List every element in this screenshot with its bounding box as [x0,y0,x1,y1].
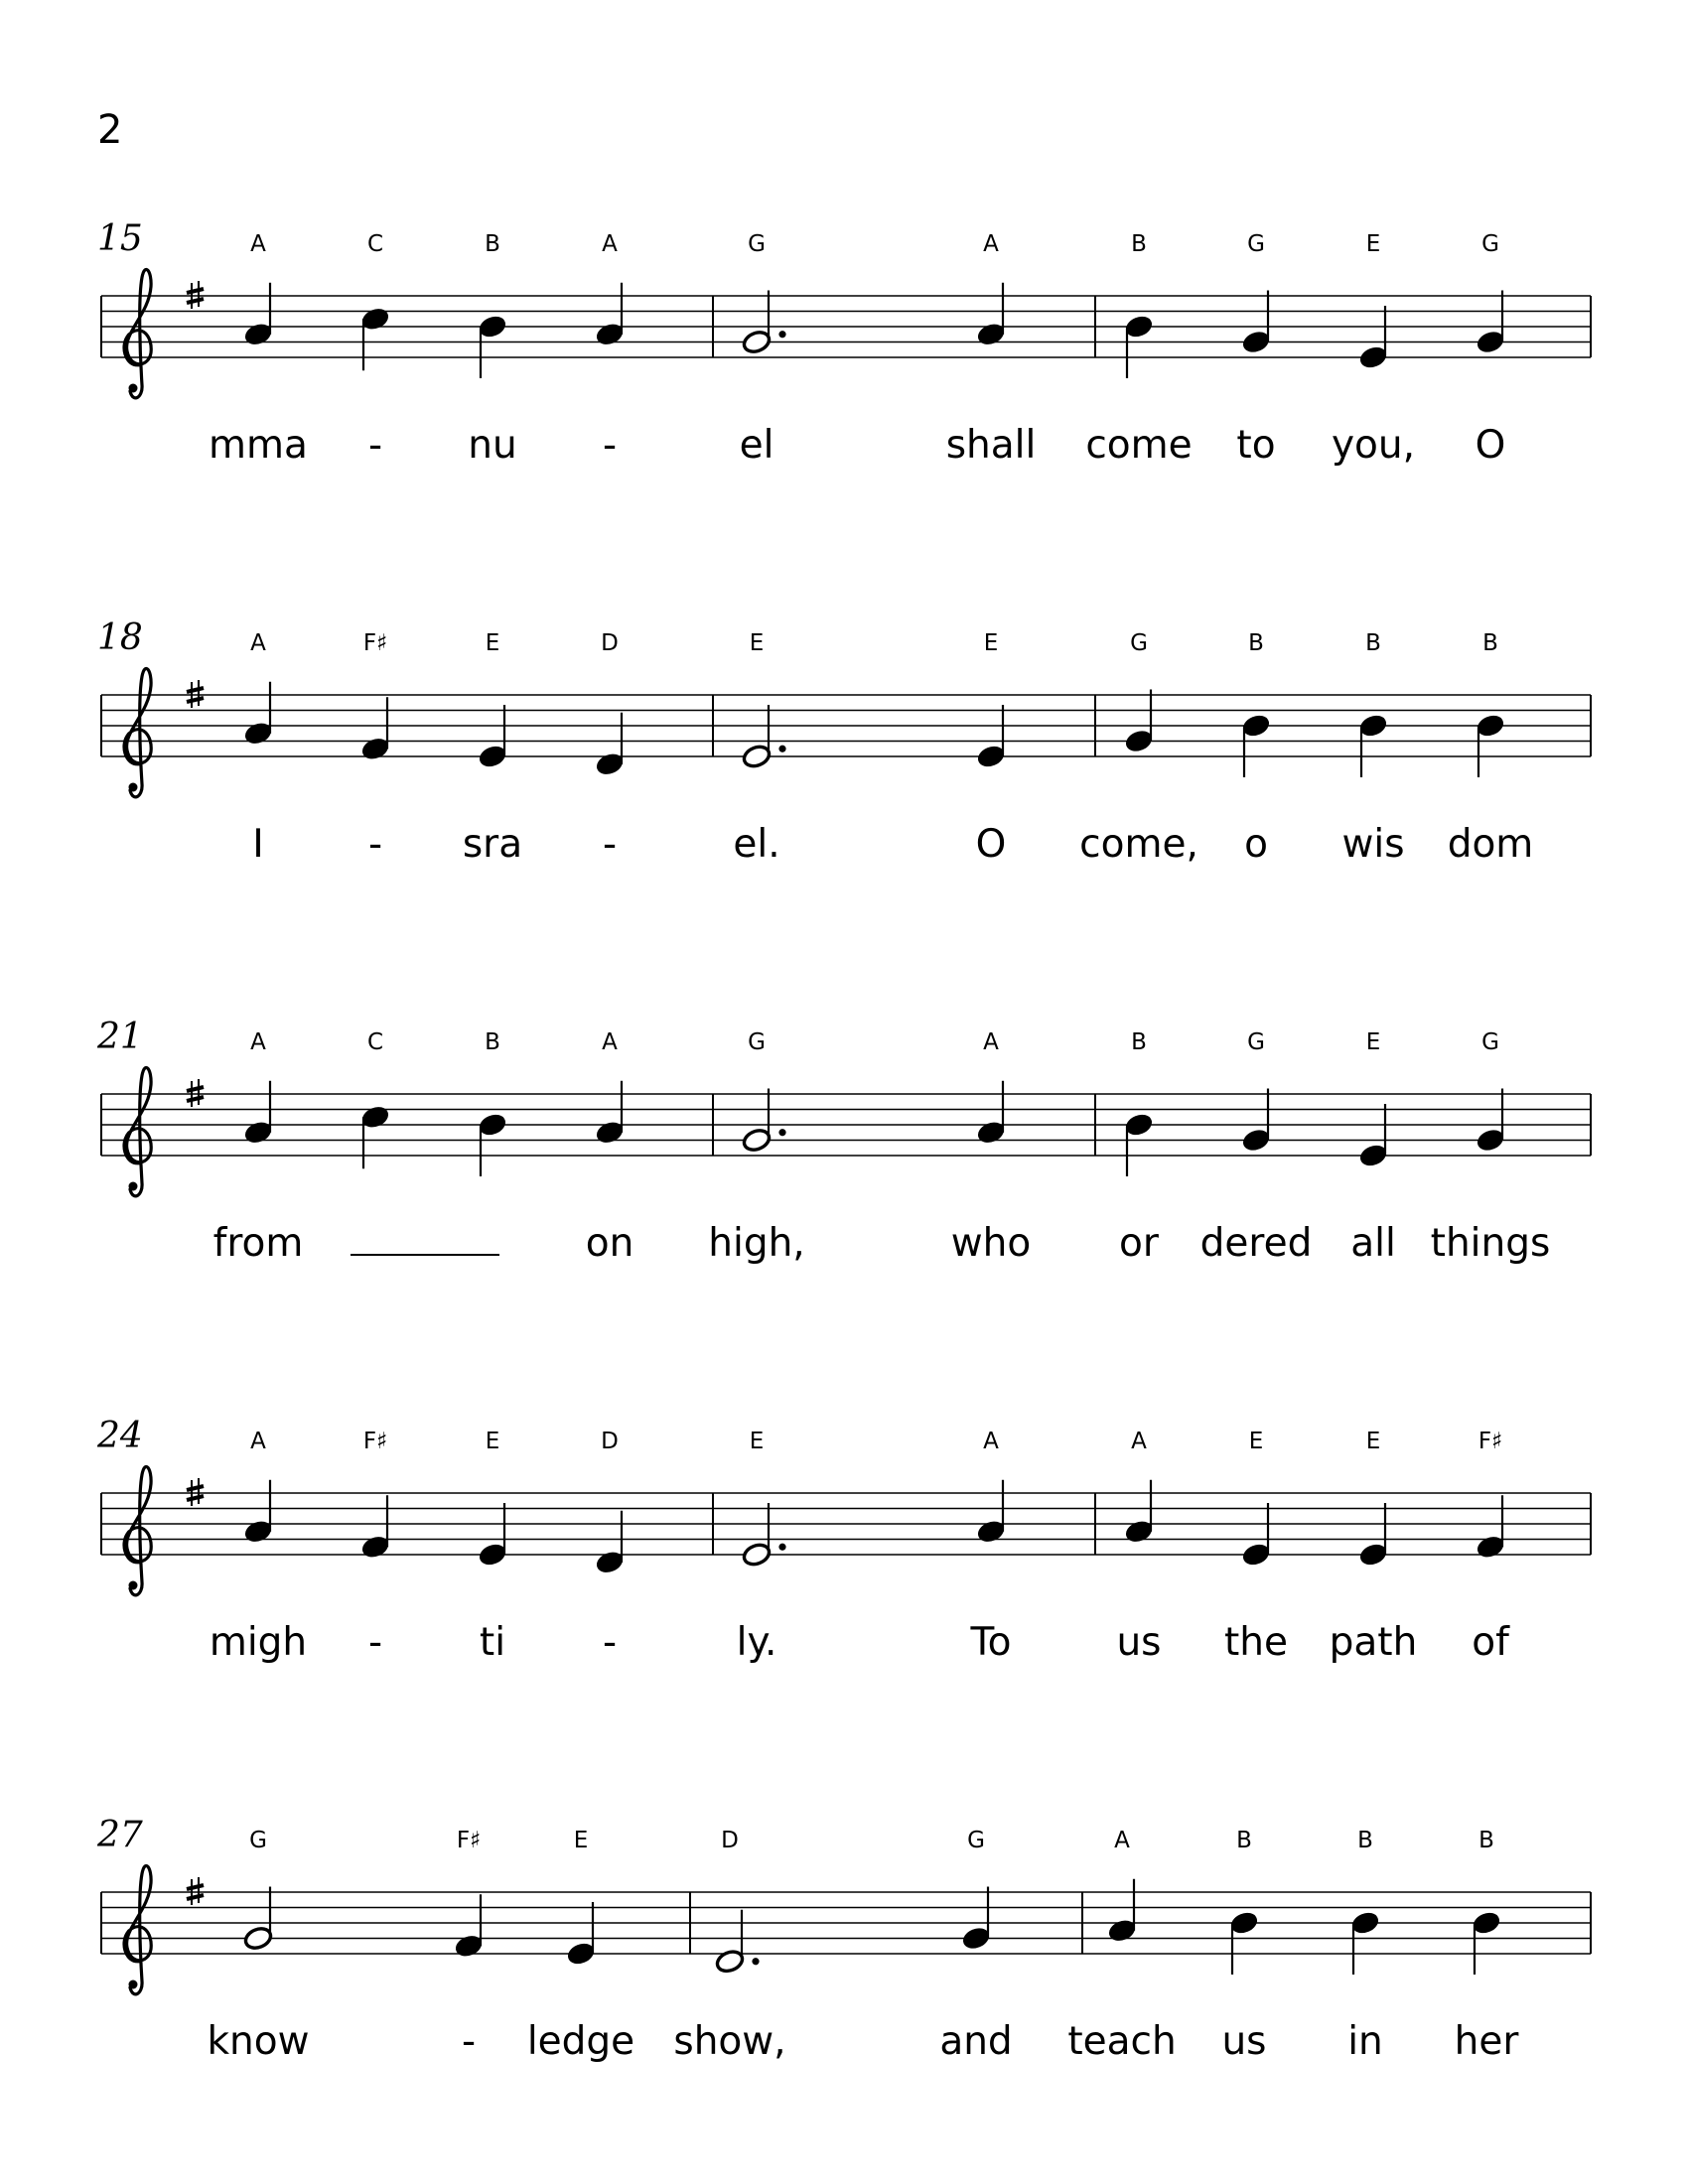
note-name-label: E [1365,1429,1381,1454]
notehead [976,1120,1007,1146]
lyric-syllable: all [1350,1221,1396,1266]
augmentation-dot [752,1958,759,1965]
lyric-syllable: - [602,1620,618,1665]
lyric-syllable: shall [945,423,1037,468]
lyric-syllable: us [1221,2019,1267,2064]
note-name-label: G [1481,1029,1499,1055]
augmentation-dot [778,331,785,338]
notehead [243,1925,274,1951]
notehead [1241,1542,1272,1568]
notehead [715,1949,746,1975]
treble-clef-icon [124,1466,151,1594]
notehead [243,721,274,747]
lyric-syllable: wis [1341,822,1405,867]
sharp-bar [187,688,204,692]
lyric-syllable: come, [1079,822,1198,867]
treble-clef-dot [129,1182,138,1191]
note-name-label: E [485,630,500,656]
treble-clef-dot [129,384,138,393]
lyric-syllable: ti [479,1620,506,1665]
lyric-syllable: - [602,822,618,867]
note-name-label: G [1247,231,1265,257]
lyric-syllable: teach [1067,2019,1177,2064]
notehead [595,1120,626,1146]
note-name-label: A [250,231,266,257]
note-name-label: B [1131,1029,1147,1055]
sharp-bar [187,1087,204,1091]
lyric-syllable: high, [708,1221,805,1266]
lyric-syllable: and [939,2019,1013,2064]
notehead [1358,1143,1389,1168]
lyric-syllable: nu [468,423,517,468]
note-name-label: G [748,231,766,257]
lyric-syllable: - [602,423,618,468]
notehead [595,322,626,347]
lyric-syllable: know [207,2019,310,2064]
sharp-bar [187,1097,204,1101]
notehead [1124,314,1155,340]
lyric-syllable: - [461,2019,477,2064]
notehead [478,1112,508,1138]
note-name-label: E [1365,1029,1381,1055]
lyric-syllable: come [1085,423,1193,468]
note-name-label: D [721,1828,739,1853]
lyric-syllable: you, [1331,423,1416,468]
note-name-label: B [1357,1828,1373,1853]
sharp-bar [187,1486,204,1490]
note-name-label: D [601,1429,619,1454]
notehead [961,1925,992,1951]
lyric-syllable: el [739,423,774,468]
note-name-label: E [485,1429,500,1454]
lyric-syllable: O [1475,423,1506,468]
lyric-syllable: path [1329,1620,1418,1665]
lyric-syllable: I [252,822,264,867]
augmentation-dot [778,746,785,752]
note-name-label: A [983,1429,999,1454]
notehead [1472,1910,1502,1936]
note-name-label: F♯ [1477,1429,1503,1454]
notehead [1350,1910,1381,1936]
notehead [1476,1127,1506,1153]
lyric-syllable: - [367,822,383,867]
notehead [360,1104,391,1130]
note-name-label: B [1236,1828,1252,1853]
note-name-label: A [1114,1828,1130,1853]
note-name-label: B [1478,1828,1494,1853]
lyric-syllable: ledge [526,2019,635,2064]
notehead [1241,1127,1272,1153]
note-name-label: A [1131,1429,1147,1454]
lyric-syllable: sra [462,822,523,867]
measure-number: 27 [97,1815,143,1855]
lyric-syllable: mma [209,423,308,468]
treble-clef-icon [124,668,151,796]
note-name-label: A [602,231,618,257]
notehead [742,1127,773,1153]
lyric-syllable: - [367,1620,383,1665]
lyric-syllable: show, [673,2019,786,2064]
note-name-label: G [249,1828,267,1853]
notehead [1358,1542,1389,1568]
notehead [566,1941,597,1967]
lyric-syllable: to [1236,423,1276,468]
measure-number: 15 [97,218,143,259]
note-name-label: F♯ [456,1828,482,1853]
lyric-syllable: from [212,1221,304,1266]
lyric-syllable: dered [1199,1221,1313,1266]
lyric-syllable: dom [1447,822,1534,867]
note-name-label: B [485,231,500,257]
lyric-syllable: To [970,1620,1012,1665]
notehead [1476,713,1506,739]
measure-number: 24 [97,1416,143,1456]
note-name-label: A [983,231,999,257]
sharp-bar [187,299,204,303]
notehead [1107,1918,1138,1944]
treble-clef-icon [124,1067,151,1195]
note-name-label: D [601,630,619,656]
staff-system [96,1815,1591,2064]
note-name-label: G [748,1029,766,1055]
staff-system [97,617,1591,867]
notehead [1241,713,1272,739]
note-name-label: G [1247,1029,1265,1055]
note-name-label: G [1481,231,1499,257]
note-name-label: B [1131,231,1147,257]
notehead [360,736,391,761]
note-name-label: G [1130,630,1148,656]
notehead [454,1933,485,1959]
notehead [1358,344,1389,370]
note-name-label: C [366,231,384,257]
notehead [595,1550,626,1575]
note-name-label: A [983,1029,999,1055]
lyric-syllable: us [1116,1620,1162,1665]
lyric-syllable: in [1347,2019,1383,2064]
lyric-syllable: o [1244,822,1268,867]
notehead [243,322,274,347]
measure-number: 21 [97,1017,143,1057]
lyric-syllable: O [975,822,1007,867]
sharp-bar [187,1496,204,1500]
sharp-bar [187,1885,204,1889]
sharp-bar [187,1895,204,1899]
lyric-syllable: - [367,423,383,468]
treble-clef-dot [129,1980,138,1989]
augmentation-dot [778,1544,785,1551]
note-name-label: A [250,1029,266,1055]
note-name-label: F♯ [362,1429,388,1454]
lyric-syllable: ly. [736,1620,777,1665]
staff-system [97,218,1591,468]
page-number: 2 [97,107,123,153]
notehead [1358,713,1389,739]
notehead [1124,1112,1155,1138]
notehead [243,1120,274,1146]
lyric-syllable: of [1472,1620,1509,1665]
note-name-label: C [366,1029,384,1055]
notehead [976,322,1007,347]
lyric-syllable: things [1430,1221,1551,1266]
staff-system [96,1416,1591,1665]
lyric-syllable: el. [733,822,780,867]
note-name-label: E [1365,231,1381,257]
notehead [478,314,508,340]
note-name-label: F♯ [362,630,388,656]
note-name-label: B [485,1029,500,1055]
notehead [742,1542,773,1568]
notehead [595,751,626,777]
staff-system [96,1017,1591,1266]
note-name-label: E [1248,1429,1264,1454]
note-name-label: E [983,630,999,656]
lyric-syllable: who [950,1221,1032,1266]
notehead [1476,329,1506,354]
note-name-label: G [967,1828,985,1853]
notehead [742,744,773,769]
notehead [243,1519,274,1545]
notehead [976,744,1007,769]
note-name-label: B [1482,630,1498,656]
notehead [1241,329,1272,354]
notehead [1124,728,1155,753]
notehead [478,744,508,769]
lyric-syllable: or [1119,1221,1159,1266]
lyric-syllable: migh [209,1620,308,1665]
lyric-syllable: the [1223,1620,1289,1665]
lyric-syllable: on [585,1221,634,1266]
notehead [1229,1910,1260,1936]
notehead [360,1534,391,1560]
note-name-label: A [250,1429,266,1454]
treble-clef-icon [124,269,151,397]
note-name-label: E [749,1429,765,1454]
note-name-label: E [749,630,765,656]
notehead [1476,1534,1506,1560]
notehead [976,1519,1007,1545]
sharp-bar [187,698,204,702]
lyric-syllable: her [1454,2019,1519,2064]
sharp-bar [187,289,204,293]
notehead [1124,1519,1155,1545]
note-name-label: E [573,1828,589,1853]
notehead [360,306,391,332]
note-name-label: A [602,1029,618,1055]
note-name-label: B [1248,630,1264,656]
notehead [478,1542,508,1568]
notehead [742,329,773,354]
note-name-label: B [1365,630,1381,656]
measure-number: 18 [97,617,143,658]
treble-clef-icon [124,1865,151,1993]
treble-clef-dot [129,1581,138,1590]
treble-clef-dot [129,783,138,792]
augmentation-dot [778,1129,785,1136]
note-name-label: A [250,630,266,656]
